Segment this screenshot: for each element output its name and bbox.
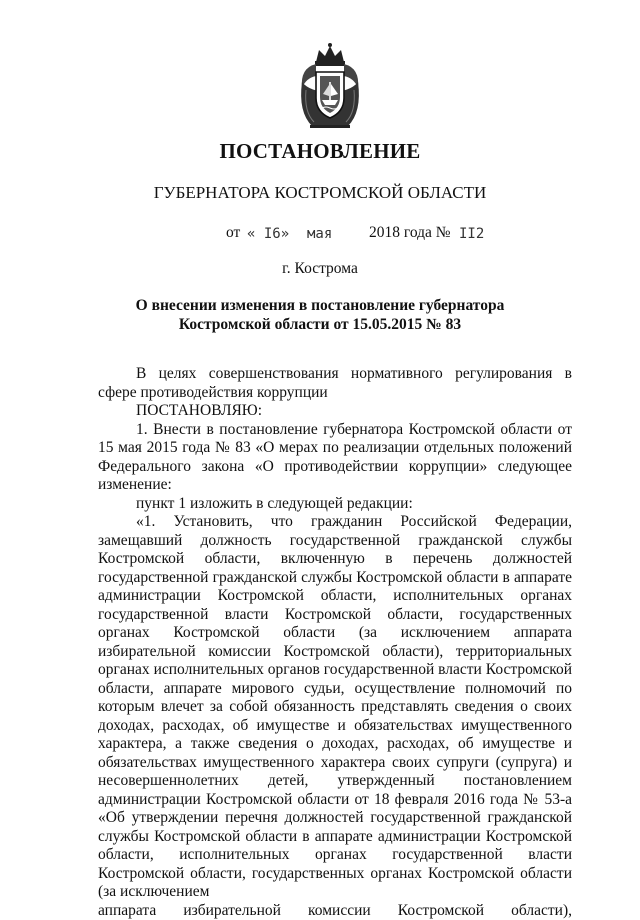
subject-line-2: Костромской области от 15.05.2015 № 83 xyxy=(0,315,640,334)
document-body xyxy=(98,365,572,920)
date-day: « I6» xyxy=(247,226,289,242)
date-prefix: от xyxy=(226,224,240,242)
paragraph-preamble: В целях совершенствования нормативного регулирования в сфере противодействия коррупции xyxy=(98,365,572,402)
paragraph-item-1-intro: пункт 1 изложить в следующей редакции: xyxy=(98,495,572,514)
subject-line-1: О внесении изменения в постановление губернатора xyxy=(0,296,640,315)
coat-of-arms-icon xyxy=(292,42,368,130)
date-month: мая xyxy=(307,226,332,242)
paragraph-item-1: 1. Внести в постановление губернатора Костромской области от 15 мая 2015 года № 83 «О мерах по реализации отдельных положений Федерального закона «О противодействии коррупции» следующее изменение: xyxy=(98,421,572,495)
date-year: 2018 года № xyxy=(369,224,451,242)
paragraph-new-wording: «1. Установить, что гражданин Российской Федерации, замещавший должность государственной гражданской службы Костромской области, включенную в перечень должностей государственной гражданской службы Костромской области в аппарате администрации Костромской области, исполнительных органах государственной власти Костромской области, государственных органах Костромской области (за исключением аппарата избирательной комиссии Костромской области), территориальных органах исполнительных органов государственной власти Костромской области, аппарате мирового судьи, осуществление полномочий по которым влечет за собой обязанность представлять сведения о своих доходах, расходах, об имуществе и обязательствах имущественного характера, а также сведения о доходах, расходах, об имуществе и обязательствах имущественного характера своих супруги (супруга) и несовершеннолетних детей, утвержденный постановлением администрации Костромской области от 18 февраля 2016 года № 53-а «Об утверждении перечня должностей государственной гражданской службы Костромской области в аппарате администрации Костромской области, исполнительных органах государственной власти Костромской области, государственных органах Костромской области (за исключением xyxy=(98,513,572,902)
document-type-title: ПОСТАНОВЛЕНИЕ xyxy=(0,139,640,164)
city-label: г. Кострома xyxy=(0,260,640,278)
document-number: II2 xyxy=(459,226,484,242)
document-subject xyxy=(0,296,640,334)
paragraph-resolve: ПОСТАНОВЛЯЮ: xyxy=(98,402,572,421)
issuer-title: ГУБЕРНАТОРА КОСТРОМСКОЙ ОБЛАСТИ xyxy=(0,183,640,203)
paragraph-new-wording-last-line: аппарата избирательной комиссии Костромской области), xyxy=(98,902,572,920)
